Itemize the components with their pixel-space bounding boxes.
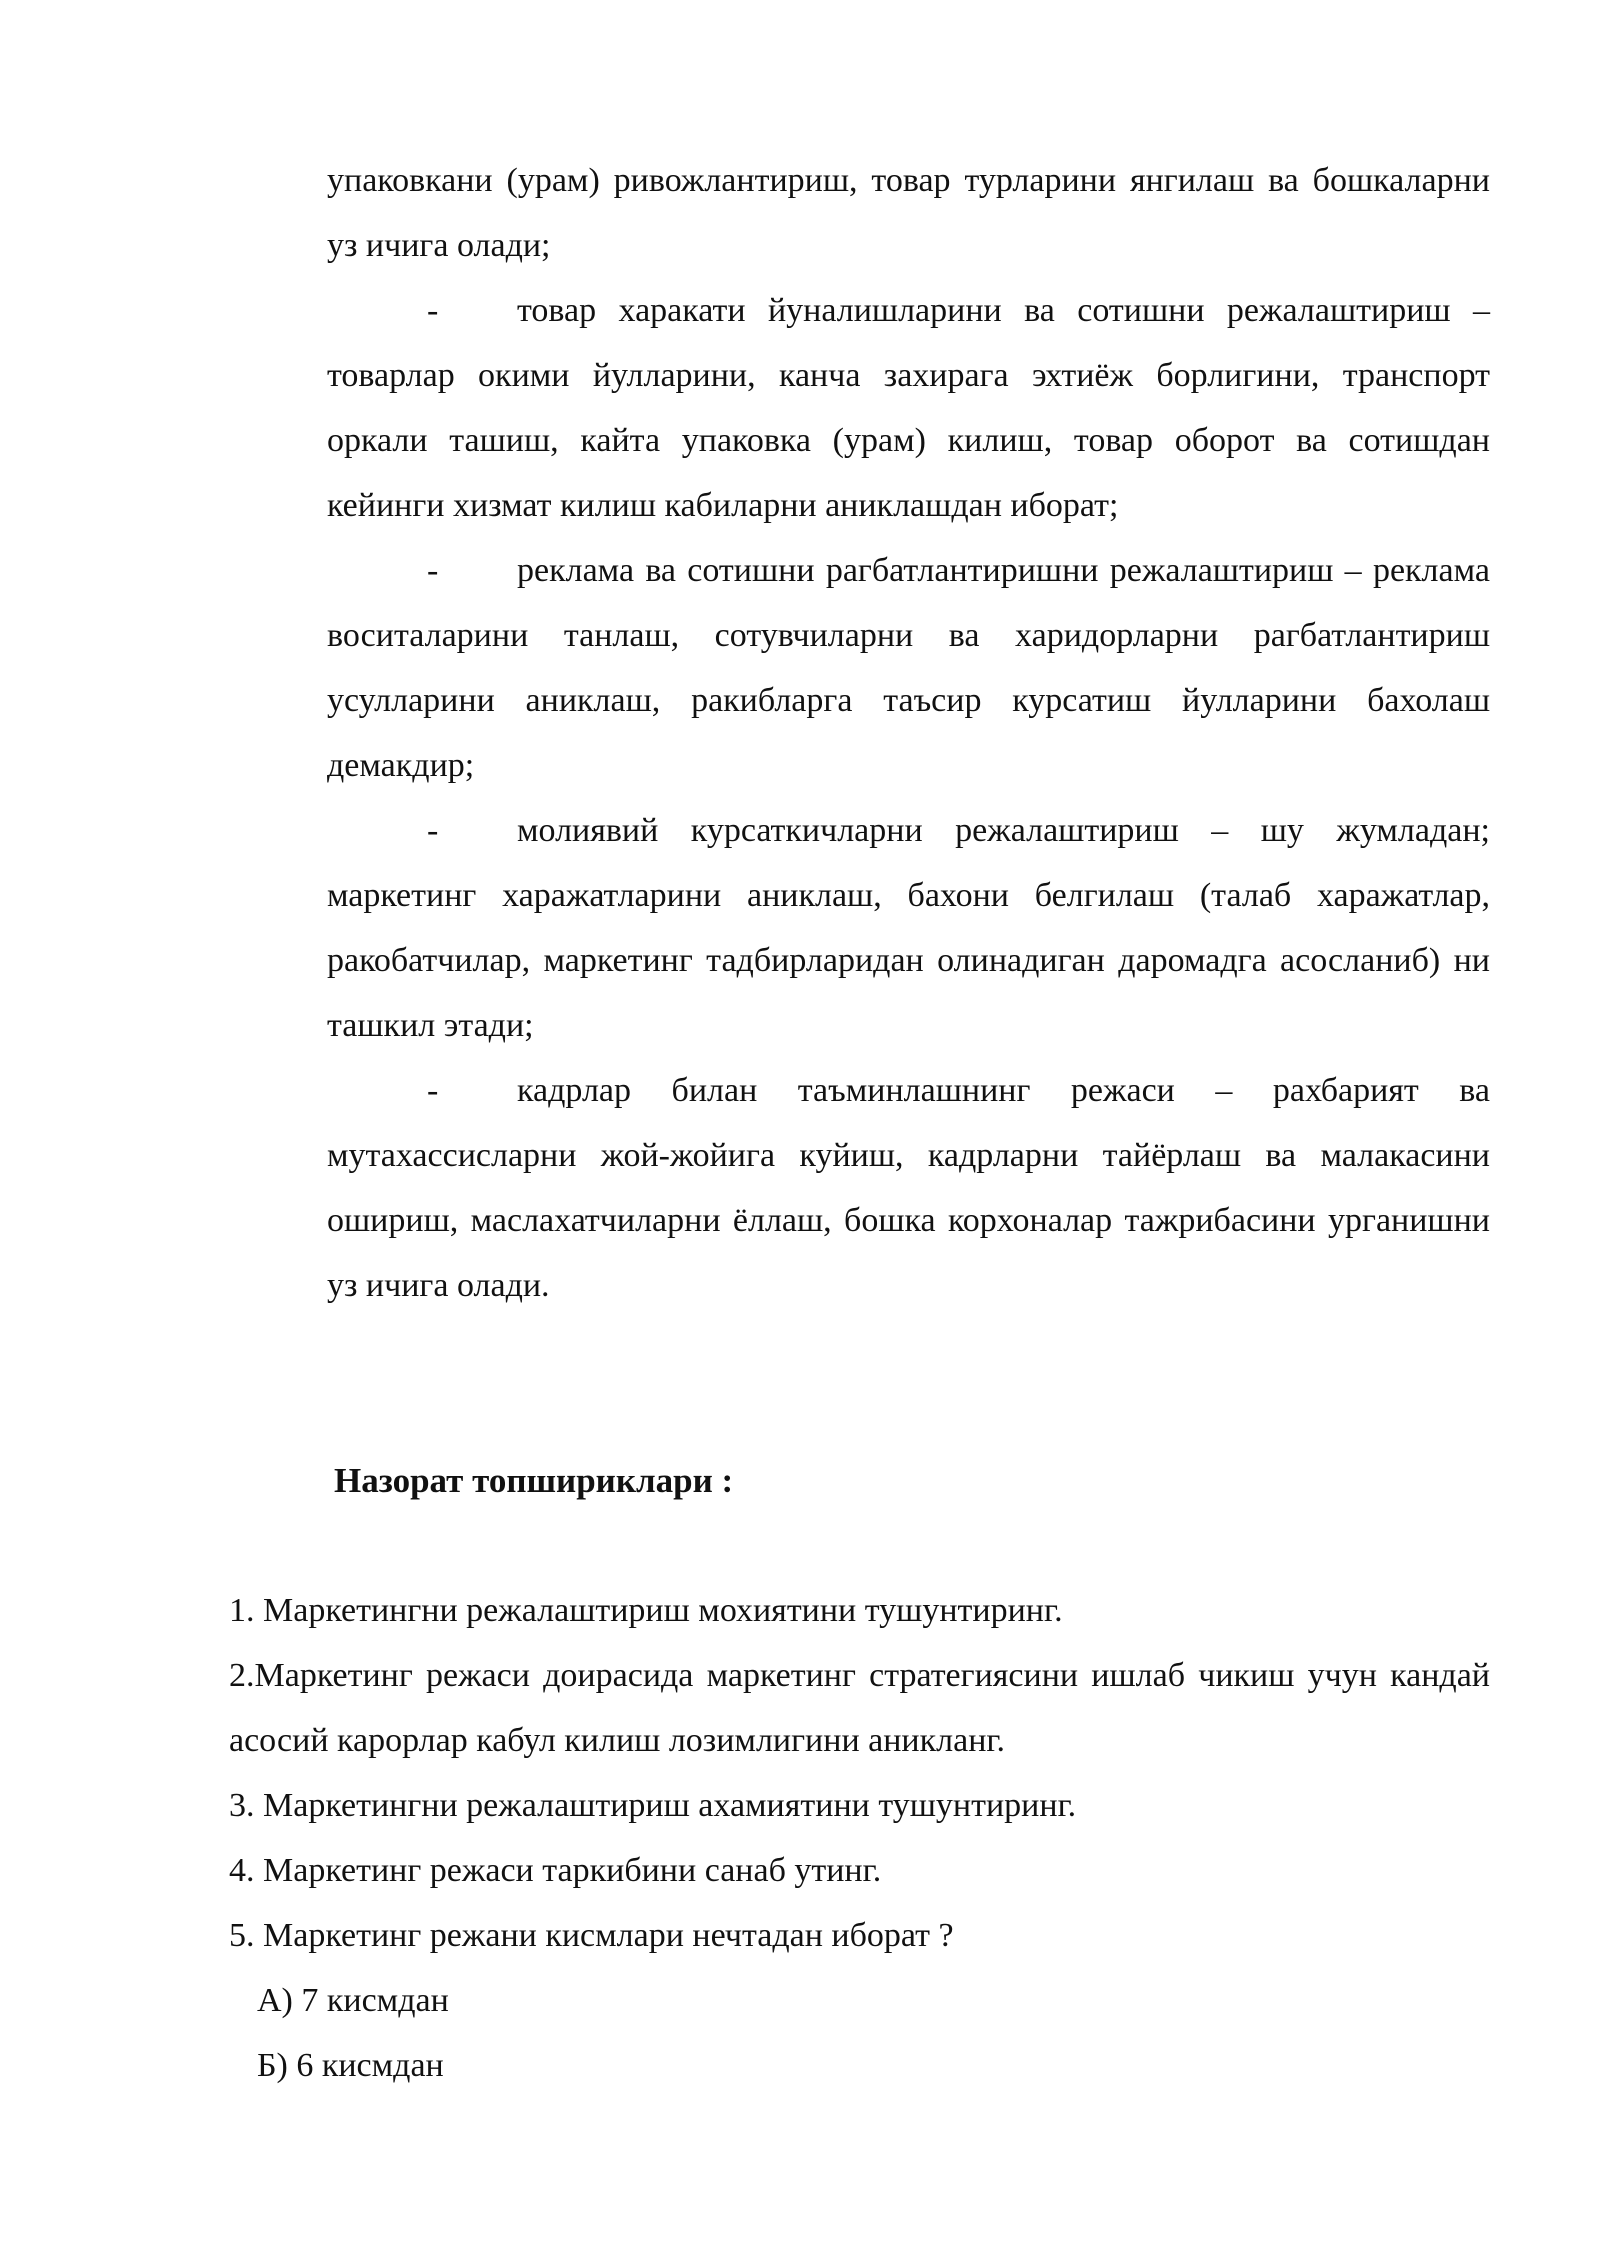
list-item (327, 538, 1490, 798)
list-item-text: кадрлар билан таъминлашнинг режаси – рахбарият ва мутахассисларни жой-жойига куйиш, кадрларни тайёрлаш ва малакасини ошириш, маслахатчиларни ёллаш, бошка корхоналар тажрибасини урганишни уз ичига олади. (327, 1072, 1490, 1304)
list-bullet: - (427, 1072, 439, 1109)
answer-option: Б) 6 кисмдан (257, 2047, 444, 2084)
list-bullet: - (427, 292, 439, 329)
section-heading: Назорат топшириклари : (334, 1461, 734, 1500)
question-item: 1. Маркетингни режалаштириш мохиятини тушунтиринг. (229, 1592, 1063, 1629)
list-bullet: - (427, 812, 439, 849)
continuation-paragraph: упаковкани (урам) ривожлантириш, товар турларини янгилаш ва бошкаларни уз ичига олади; (327, 162, 1490, 264)
list-item-text: реклама ва сотишни рагбатлантиришни режалаштириш – реклама воситаларини танлаш, сотувчиларни ва харидорларни рагбатлантириш усулларини аниклаш, ракибларга таъсир курсатиш йулларини бахолаш демакдир; (327, 552, 1490, 784)
body-text (327, 148, 1490, 1318)
question-item: 3. Маркетингни режалаштириш ахамиятини тушунтиринг. (229, 1787, 1077, 1824)
question-list (229, 1578, 1490, 2098)
list-item (327, 1058, 1490, 1318)
answer-option: А) 7 кисмдан (257, 1982, 449, 2019)
question-item: 4. Маркетинг режаси таркибини санаб утинг. (229, 1852, 882, 1889)
list-item-text: товар харакати йуналишларини ва сотишни режалаштириш – товарлар окими йулларини, канча захирага эхтиёж борлигини, транспорт оркали ташиш, кайта упаковка (урам) килиш, товар оборот ва сотишдан кейинги хизмат килиш кабиларни аниклашдан иборат; (327, 292, 1490, 524)
question-item: 2.Маркетинг режаси доирасида маркетинг стратегиясини ишлаб чикиш учун кандай асосий карорлар кабул килиш лозимлигини аникланг. (229, 1657, 1490, 1759)
list-item (327, 798, 1490, 1058)
list-item-text: молиявий курсаткичларни режалаштириш – шу жумладан; маркетинг харажатларини аниклаш, бахони белгилаш (талаб харажатлар, ракобатчилар, маркетинг тадбирларидан олинадиган даромадга асосланиб) ни ташкил этади; (327, 812, 1490, 1044)
list-item (327, 278, 1490, 538)
list-bullet: - (427, 552, 439, 589)
question-item: 5. Маркетинг режани кисмлари нечтадан иборат ? (229, 1917, 954, 1954)
